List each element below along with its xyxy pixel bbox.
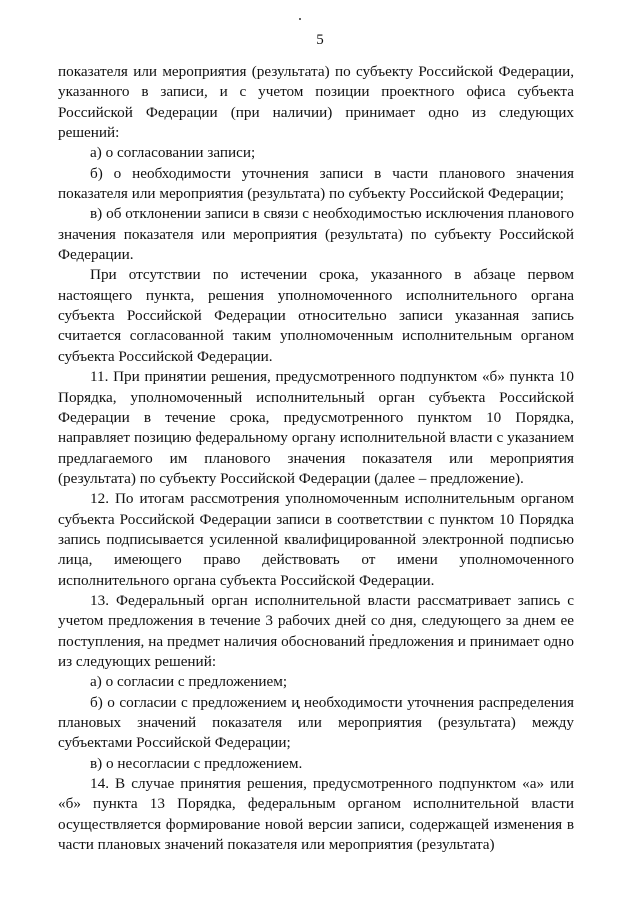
list-item-b: б) о согласии с предложением и необходимости уточнения распределения плановых значений показателя или мероприятия (результата) между субъектами Российской Федерации;: [58, 693, 574, 752]
scan-speck: [299, 18, 301, 20]
page-number: 5: [316, 32, 324, 48]
list-item-b: б) о необходимости уточнения записи в части планового значения показателя или мероприятия (результата) по субъекту Российской Федерации;: [58, 164, 574, 203]
list-item-v: в) о несогласии с предложением.: [90, 754, 303, 772]
document-body: [58, 62, 574, 855]
paragraph-continuation: показателя или мероприятия (результата) по субъекту Российской Федерации, указанного в записи, и с учетом позиции проектного офиса субъекта Российской Федерации (при наличии) принимает одно из следующих решений:: [58, 63, 574, 142]
list-item-v: в) об отклонении записи в связи с необходимостью исключения планового значения показателя или мероприятия (результата) по субъекту Российской Федерации.: [58, 205, 574, 264]
clause-11: 11. При принятии решения, предусмотренного подпунктом «б» пункта 10 Порядка, уполномоченный исполнительный орган субъекта Российской Федерации в течение срока, предусмотренного пунктом 10 Порядка, направляет позицию федеральному органу исполнительной власти с указанием предлагаемого им планового значения показателя или мероприятия (результата) по субъекту Российской Федерации (далее – предложение).: [58, 368, 574, 487]
clause-14: 14. В случае принятия решения, предусмотренного подпунктом «а» или «б» пункта 13 Порядка, федеральным органом исполнительной власти осуществляется формирование новой версии записи, содержащей изменения в части плановых значений показателя или мероприятия (результата): [58, 775, 574, 854]
list-item-a: а) о согласовании записи;: [90, 144, 256, 162]
list-item-a: а) о согласии с предложением;: [90, 673, 288, 691]
paragraph: При отсутствии по истечении срока, указанного в абзаце первом настоящего пункта, решения уполномоченного исполнительного органа субъекта Российской Федерации относительно записи указанная запись считается согласованной таким уполномоченным исполнительным органом субъекта Российской Федерации.: [58, 266, 574, 365]
clause-13: 13. Федеральный орган исполнительной власти рассматривает запись с учетом предложения в течение 3 рабочих дней со дня, следующего за днем ее поступления, на предмет наличия обоснований предложения и принимает одно из следующих решений:: [58, 591, 574, 670]
clause-12: 12. По итогам рассмотрения уполномоченным исполнительным органом субъекта Российской Федерации записи в соответствии с пунктом 10 Порядка запись подписывается усиленной квалифицированной электронной подписью лица, имеющего право действовать от имени уполномоченного исполнительного органа субъекта Российской Федерации.: [58, 490, 574, 589]
